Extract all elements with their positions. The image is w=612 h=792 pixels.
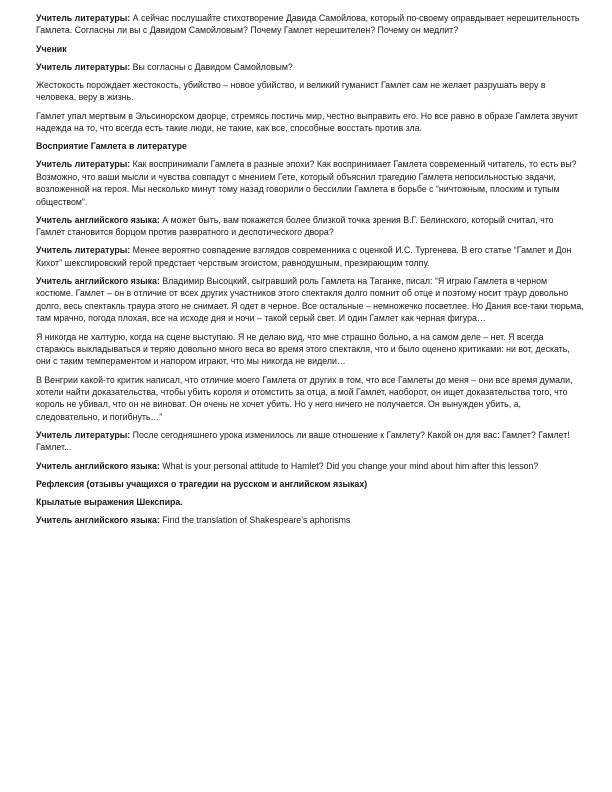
paragraph-text: Find the translation of Shakespeare’s aphorisms xyxy=(159,515,351,526)
paragraph-13 xyxy=(36,429,584,454)
speaker-label: Учитель литературы: xyxy=(36,159,131,170)
paragraph-3 xyxy=(36,61,584,73)
paragraph-text: А сейчас послушайте стихотворение Давида Самойлова, который по-своему оправдывает нерешительность Гамлета. Согласны ли вы с Давидом Самойловым? Почему Гамлет нерешителен? Почему он медлит? xyxy=(36,13,580,36)
paragraph-11: Я никогда не халтурю, когда на сцене выступаю. Я не делаю вид, что мне страшно больно, а на самом деле – нет. Я всегда стараюсь выкладываться и теряю довольно много веса во время этого спектакля, что и было оценено критиками: ни вот, дескать, они с таким темпераментом и напором играют, что мы никогда не видели… xyxy=(36,331,570,367)
paragraph-text: А может быть, вам покажется более близкой точка зрения В.Г. Белинского, который считал, что Гамлет становится борцом против развратного и деспотического двора? xyxy=(36,214,554,238)
paragraph-4: Жестокость порождает жестокость, убийство – новое убийство, и великий гуманист Гамлет сам не желает разрушать веру в человека, веру в жизнь. xyxy=(36,80,546,103)
speaker-label: Учитель литературы: xyxy=(36,245,131,256)
paragraph-text: Как воспринимали Гамлета в разные эпохи? Как воспринимает Гамлета современный читатель, то есть вы? Возможно, что ваши мысли и чувства совпадут с мнением Гете, который объяснил трагедию Гамлета непосильностью задачи, возложенной на героя. Мы несколько минут тому назад говорили о бессилии Гамлета в борьбе с “ничтожным, плоским и тупым обществом”. xyxy=(36,159,577,207)
paragraph-8 xyxy=(36,214,584,239)
paragraph-12: В Венгрии какой-то критик написал, что отличие моего Гамлета от других в том, что все Гамлеты до меня – они все время думали, хотели найти доказательства, чтобы убить короля и отомстить за отца, а мой Гамлет, наоборот, он ищет доказательства того, что король не убивал, что он не виноват. Он очень не хочет убить. Но у него ничего не получается. Он вынужден убить, а, следовательно, и погибнуть…” xyxy=(36,374,573,422)
paragraph-7 xyxy=(36,158,584,208)
speaker-label: Учитель литературы: xyxy=(36,13,131,23)
section-heading-aphorisms: Крылатые выражения Шекспира. xyxy=(36,496,183,507)
paragraph-9 xyxy=(36,244,584,269)
section-heading-student: Ученик xyxy=(36,43,67,54)
speaker-label: Учитель английского языка: xyxy=(36,515,160,526)
speaker-label: Учитель литературы: xyxy=(36,61,131,72)
speaker-label: Учитель английского языка: xyxy=(36,214,160,225)
paragraph-10 xyxy=(36,275,584,325)
speaker-label: Учитель литературы: xyxy=(36,429,131,440)
speaker-label: Учитель английского языка: xyxy=(36,276,160,287)
paragraph-5: Гамлет упал мертвым в Эльсинорском дворце, стремясь постичь мир, честно выправить его. Но все равно в образе Гамлета звучит надежда на то, что всегда есть такие люди, не такие, как все, способные восстать против зла. xyxy=(36,110,579,134)
paragraph-text: What is your personal attitude to Hamlet? Did you change your mind about him after this lesson? xyxy=(159,460,539,471)
paragraph-17 xyxy=(36,514,584,526)
paragraph-1 xyxy=(36,12,584,37)
paragraph-text: После сегодняшнего урока изменилось ли ваше отношение к Гамлету? Какой он для вас: Гамлет? Гамлет! Гамлет... xyxy=(36,429,570,453)
speaker-label: Учитель английского языка: xyxy=(36,460,160,471)
paragraph-text: Менее вероятно совпадение взглядов современника с оценкой И.С. Тургенева. В его статье “Гамлет и Дон Кихот” шекспировский герой предстает черствым эгоистом, равнодушным, презирающим толпу. xyxy=(36,245,572,268)
section-heading-perception: Восприятие Гамлета в литературе xyxy=(36,141,187,152)
paragraph-text: Владимир Высоцкий, сыгравший роль Гамлета на Таганке, писал: “Я играю Гамлета в черном костюме. Гамлет – он в отличие от всех других участников этого спектакля долго помнит об отце и поэтому носит траур довольно долго, весь спектакль траура этого не снимает. Я одет в черное. Все остальные – немножечко посветлее. Но Дания все-таки тюрьма, там мрачно, погода плохая, все на исходе дня и ночи – такой серый свет. И один Гамлет как черная фигура… xyxy=(36,276,584,324)
paragraph-text: Вы согласны с Давидом Самойловым? xyxy=(130,61,293,72)
section-heading-reflection: Рефлексия (отзывы учащихся о трагедии на русском и английском языках) xyxy=(36,478,368,489)
paragraph-14 xyxy=(36,460,584,472)
